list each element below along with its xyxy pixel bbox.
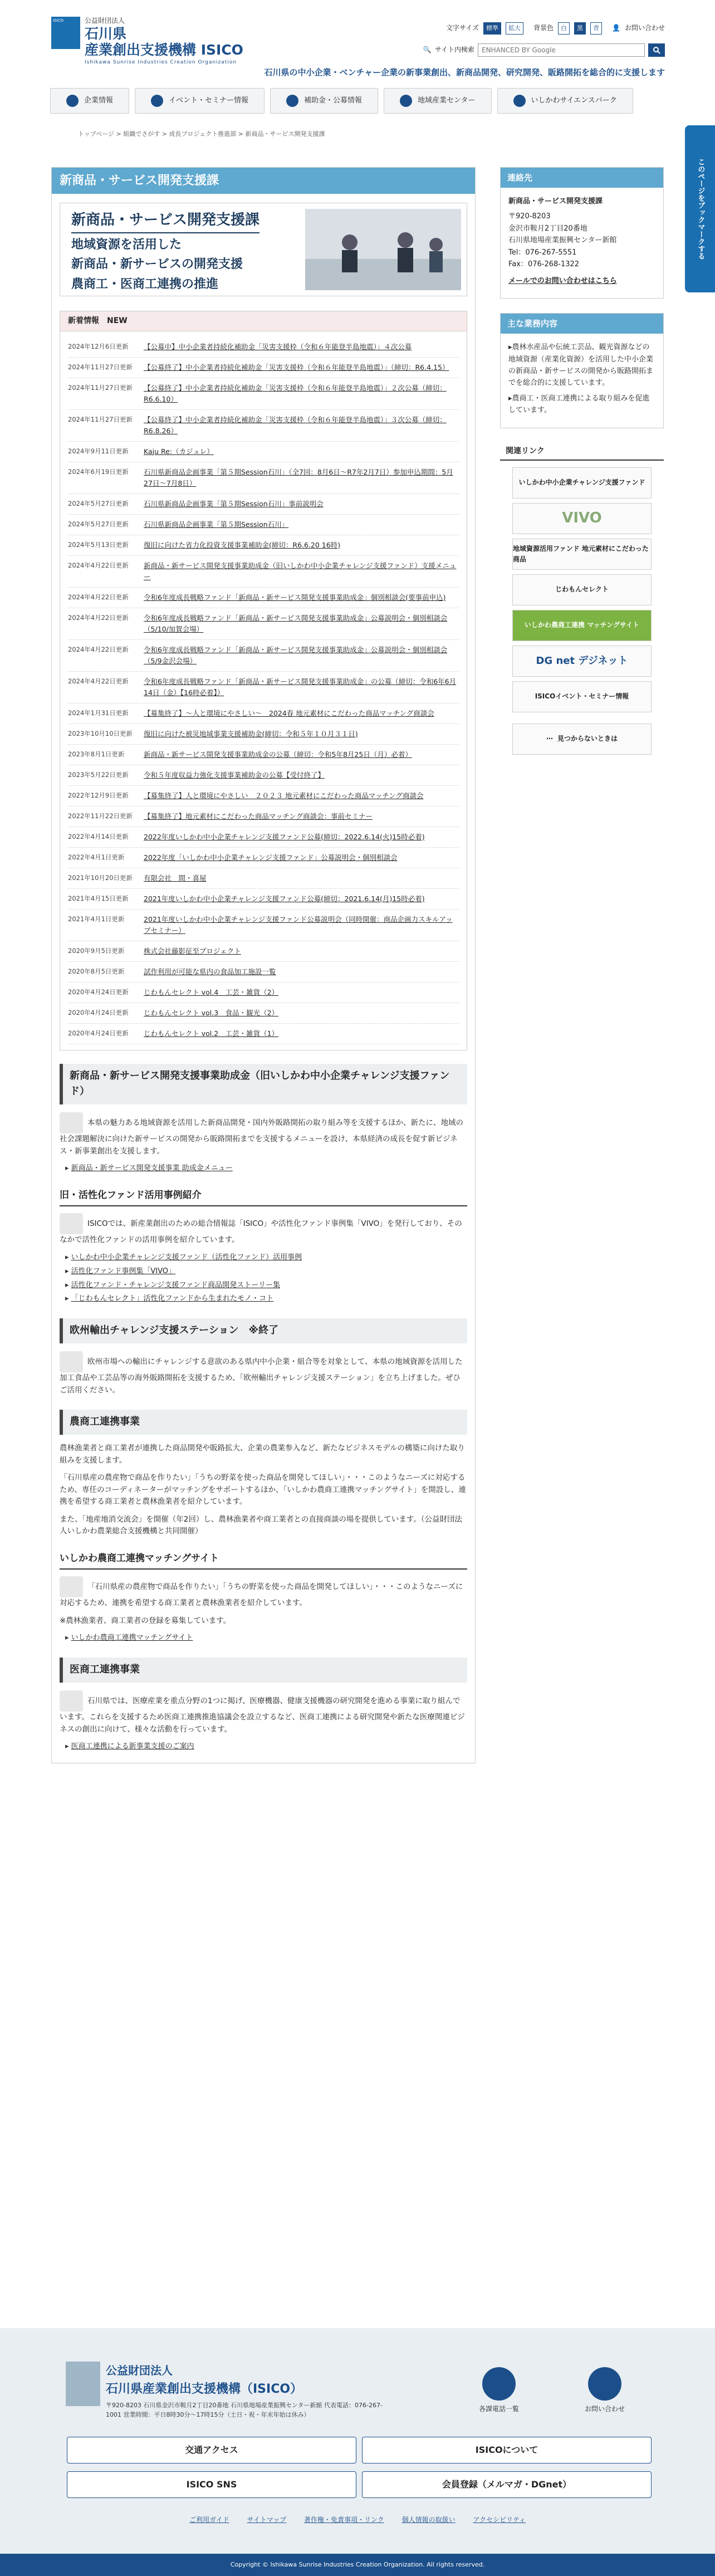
sidebar [500,167,664,769]
news-date: 2024年11月27日更新 [68,383,133,392]
banner-line-1: 地域資源を活用した [71,237,182,252]
tagline: 石川県の中小企業・ベンチャー企業の新事業創出、新商品開発、研究開発、販路開拓を総合的に支援します [264,67,665,77]
bg-blue-button[interactable]: 青 [590,22,602,35]
banner-vivo[interactable]: VIVO [512,503,652,534]
news-link[interactable]: 【公募終了】中小企業者持続化補助金「災害支援枠（令和６年能登半島地震）」（締切：R6.4.15） [144,363,449,372]
cases-text: ISICOでは、新産業創出のための総合情報誌「ISICO」や活性化ファンド事例集「VIVO」を発行しており、そのなかで活性化ファンドの活用事例を紹介しています。 [60,1219,462,1245]
work-item: ▸農商工・医商工連携による取り組みを促進しています。 [508,394,650,415]
news-row [68,724,459,745]
work-box [500,313,664,428]
news-link[interactable]: 【募集終了】地元素材にこだわった商品マッチング商談会：事前セミナー [144,812,373,820]
section-text-cases [60,1213,467,1247]
site-search [423,43,665,57]
breadcrumb-dept[interactable]: 成長プロジェクト推進部 [169,130,237,138]
news-date: 2023年10月10日更新 [68,729,133,737]
news-link[interactable]: 新商品・新サービス開発支援事業助成金（旧いしかわ中小企業チャレンジ支援ファンド）支援メニュー [144,561,457,581]
footer-link[interactable]: 個人情報の取扱い [401,2516,456,2524]
work-item: ▸農林水産品や伝統工芸品、観光資源などの地域資源（産業化資源）を活用した中小企業の新商品・新サービスの開発から販路開拓までを総合的に支援しています。 [508,343,654,388]
news-row [68,941,459,962]
section-heading-medical: 医商工連携事業 [60,1658,467,1683]
section-heading-eu: 欧州輸出チャレンジ支援ステーション ※終了 [60,1318,467,1343]
news-row [68,1024,459,1044]
contact-link[interactable]: お問い合わせ [624,24,665,32]
agri-text-1: 農林漁業者と商工業者が連携した商品開発や販路拡大、企業の農業参入など、新たなビジネスモデルの構築に向けた取り組みを支援します。 [60,1443,465,1465]
phone-list-label: 各課電話一覧 [479,2405,520,2413]
flask-icon [513,95,526,107]
section-text-eu [60,1351,467,1396]
news-link[interactable]: 新商品・新サービス開発支援事業助成金の公募（締切：令和5年8月25日（月）必着） [144,750,412,759]
banner-line-3: 農商工・医商工連携の推進 [71,277,219,292]
help-label: 見つからないときは [557,735,618,743]
news-icon [60,1213,83,1234]
contact-address: 金沢市鞍月2丁目20番地 [508,224,587,233]
news-row [68,983,459,1003]
news-date: 2024年5月13日更新 [68,540,129,549]
footer-link[interactable]: アクセシビリティ [473,2516,526,2524]
banner-line-2: 新商品・新サービスの開発支援 [71,257,243,272]
news-panel [60,311,467,1050]
footer-link[interactable]: 著作権・免責事項・リンク [304,2516,384,2524]
banner-challenge-fund[interactable]: いしかわ中小企業チャレンジ支援ファンド [512,467,652,498]
help-link[interactable] [512,724,652,755]
matching-note: ※農林漁業者、商工業者の登録を募集しています。 [60,1616,231,1625]
bg-color-label: 背景色 [533,24,554,32]
phone-icon [482,2367,516,2401]
page-title: 新商品・サービス開発支援課 [52,168,475,194]
person-icon: 👤 [612,24,620,32]
news-row [68,786,459,806]
banner-dgnet[interactable]: DG net デジネット [512,646,652,677]
news-row [68,1003,459,1024]
related-links-heading: 関連リンク [500,443,664,461]
footer-org-type: 公益財団法人 [106,2364,173,2377]
news-date: 2024年1月31日更新 [68,708,129,717]
related-links [500,443,664,755]
banner-isico-events[interactable]: ISICOイベント・セミナー情報 [512,681,652,712]
news-row [68,378,459,410]
medical-text: 石川県では、医療産業を重点分野の1つに掲げ、医療機器、健康支援機器の研究開発を進める事業に取り組んでいます。これらを支援するため医商工連携推進協議会を設立するなど、医商工連携による研究開発や新たな医療関連ビジネスの創出に向けて、様々な活動を行っています。 [60,1697,465,1734]
news-link[interactable]: 有限会社 間・喜屋 [144,873,207,882]
news-row [68,806,459,827]
news-row [68,588,459,608]
news-row [68,672,459,703]
news-date: 2024年4月22日更新 [68,677,129,685]
news-link[interactable]: 石川県新商品企画事業「第５期Session石川」（全7回：8月6日〜R7年2月7日）参加申込期間：5月27日〜7月8日） [144,467,453,487]
work-heading: 主な業務内容 [501,314,663,334]
isico-logo[interactable]: ISICO [51,17,80,49]
copyright: Copyright © Ishikawa Sunrise Industries Creation Organization. All rights reserved. [0,2554,715,2576]
font-large-button[interactable]: 拡大 [506,22,523,35]
nav-company[interactable] [50,88,129,114]
news-date: 2021年10月20日更新 [68,873,133,882]
handshake-icon [60,1576,83,1597]
handshake-icon [60,1351,83,1372]
news-link[interactable]: じわもんセレクト vol.3 食品・観光（2） [144,1008,279,1017]
news-date: 2022年4月1日更新 [68,853,125,861]
news-row [68,442,459,462]
contact-building: 石川県地場産業振興センター新館 [508,236,617,245]
section-text-matching [60,1576,467,1610]
news-date: 2024年12月6日更新 [68,342,129,350]
phone-list-link[interactable] [479,2367,519,2414]
bookmark-tab[interactable]: このページをブックマークする [685,125,715,292]
medical-link[interactable]: 医商工連携による新事業支援のご案内 [71,1742,194,1751]
news-link[interactable]: 令和6年度成長戦略ファンド「新商品・新サービス開発支援事業助成金」の公募（締切：令和6年6月14日（金）【16時必着】） [144,677,457,697]
font-size-label: 文字サイズ [445,24,479,32]
contact-dept: 新商品・サービス開発支援課 [508,197,603,206]
footer-link[interactable]: ご利用ガイド [189,2516,229,2524]
nav-label: 補助金・公募情報 [304,96,363,105]
contact-tel: Tel：076-267-5551 [508,248,577,257]
news-date: 2024年4月22日更新 [68,561,129,569]
site-logo-text[interactable] [85,16,243,66]
building-photo [66,2362,100,2406]
building-icon [66,95,79,107]
site-header [0,0,715,84]
subsidy-menu-link[interactable]: 新商品・新サービス開発支援事業 助成金メニュー [71,1164,233,1173]
news-link[interactable]: じわもんセレクト vol.4 工芸・雑貨（2） [144,988,279,996]
banner-jiwamon-select[interactable]: じわもんセレクト [512,574,652,605]
news-row [68,910,459,941]
mail-icon [588,2367,621,2401]
news-link[interactable]: 2021年度いしかわ中小企業チャレンジ支援ファンド公募説明会（同時開催：商品企画力スキルアップセミナー） [144,915,453,935]
search-input[interactable] [478,43,645,57]
nav-events[interactable] [135,88,265,114]
eu-text: 欧州市場への輸出にチャレンジする意欲のある県内中小企業・組合等を対象として、本県の地域資源を活用した加工食品や工芸品等の海外販路開拓を支援するため、「欧州輸出チャレンジ支援ステーション」を立ち上げました。ぜひご活用ください。 [60,1357,463,1395]
news-row [68,494,459,515]
news-row [68,848,459,868]
breadcrumb: トップページ > 組織でさがす > 成長プロジェクト推進部 > 新商品・サービス開発支援課 [78,130,325,138]
footer-address: 〒920-8203 石川県金沢市鞍月2丁目20番地 石川県地場産業振興センター新館 代表電話：076-267-1001 営業時間：平日8時30分〜17時15分（土日・祝・年末年始は休み） [106,2402,383,2418]
cases-link[interactable]: いしかわ中小企業チャレンジ支援ファンド（活性化ファンド）活用事例 [71,1253,302,1262]
news-date: 2024年4月22日更新 [68,613,129,622]
news-date: 2022年12月9日更新 [68,791,129,799]
news-date: 2022年4月14日更新 [68,832,129,840]
breadcrumb-home[interactable]: トップページ [78,130,115,138]
news-row [68,765,459,786]
news-link[interactable]: 試作利用が可能な県内の食品加工施設一覧 [144,967,276,976]
nav-label: 地域産業センター [418,96,476,105]
org-name-en: Ishikawa Sunrise Industries Creation Organization [85,59,237,65]
news-link[interactable]: じわもんセレクト vol.2 工芸・雑貨（1） [144,1029,279,1038]
news-link[interactable]: 【公募終了】中小企業者持続化補助金「災害支援枠（令和６年能登半島地震）」３次公募（締切：R6.8.26） [144,415,447,435]
nav-science-park[interactable] [497,88,633,114]
news-date: 2024年11月27日更新 [68,363,133,371]
news-row [68,889,459,910]
help-icon: ⋯ [546,735,553,743]
register-button[interactable]: 会員登録（メルマガ・DGnet） [362,2471,652,2498]
org-name-1: 石川県 [85,26,127,42]
news-date: 2024年4月22日更新 [68,593,129,601]
footer-org-name: 石川県産業創出支援機構（ISICO） [106,2382,303,2396]
news-date: 2024年4月22日更新 [68,645,129,653]
section-heading-cases: 旧・活性化ファンド活用事例紹介 [60,1188,467,1206]
handshake-icon [60,1690,83,1712]
calendar-icon [151,95,163,107]
contact-fax: Fax：076-268-1322 [508,260,580,269]
nav-regional-center[interactable] [384,88,491,114]
news-row [68,640,459,672]
matching-site-link[interactable]: いしかわ農商工連携マッチングサイト [71,1634,193,1643]
footer-links [0,2515,715,2525]
site-footer [0,2328,715,2576]
news-link[interactable]: 復旧に向けた被災地域事業支援補助金(締切：令和５年１０月３１日) [144,729,358,738]
news-row [68,410,459,442]
contact-box [500,167,664,299]
coin-icon [286,95,298,107]
news-date: 2020年4月24日更新 [68,1008,129,1016]
news-row [68,703,459,724]
section-text-medical [60,1690,467,1736]
news-link[interactable]: Kaju Re:（カジュレ） [144,447,214,456]
news-row [68,745,459,765]
map-icon [400,95,412,107]
section-text-subsidy [60,1112,467,1157]
footer-link[interactable]: サイトマップ [247,2516,287,2524]
sns-button[interactable]: ISICO SNS [67,2471,356,2498]
news-date: 2020年9月5日更新 [68,946,125,955]
subsidy-text: 本県の魅力ある地域資源を活用した新商品開発・国内外販路開拓の取り組み等を支援するほか、新たに、地域の社会課題解決に向けた新サービスの開発から販路開拓までを支援するメニューを設け、本県経済の成長を促す新ビジネス・新事業創出を支援します。 [60,1118,463,1156]
news-row [68,608,459,640]
news-date: 2024年11月27日更新 [68,415,133,423]
matching-links [60,1632,467,1644]
news-row [68,515,459,535]
footer-org [106,2362,384,2419]
contact-zip: 〒920-8203 [508,212,551,221]
cases-link[interactable]: 「じわもんセレクト」活性化ファンドから生まれたモノ・コト [71,1294,274,1303]
news-link[interactable]: 令和５年度収益力強化支援事業補助金の公募【受付終了】 [144,770,325,779]
search-label: サイト内検索 [434,46,474,54]
news-date: 2021年4月1日更新 [68,915,125,923]
cases-link[interactable]: 活性化ファンド事例集「VIVO」 [71,1267,176,1275]
subsidy-icon [60,1112,83,1133]
footer-contact-label: お問い合わせ [585,2405,625,2413]
about-button[interactable]: ISICOについて [362,2437,652,2463]
news-heading: 新着情報 NEW [60,311,467,331]
news-date: 2024年9月11日更新 [68,447,129,455]
contact-heading: 連絡先 [501,168,663,188]
section-heading-matching: いしかわ農商工連携マッチングサイト [60,1551,467,1570]
news-row [68,337,459,358]
news-date: 2023年5月22日更新 [68,770,129,779]
main-content [51,167,476,1763]
news-link[interactable]: 【募集終了】〜人と環境にやさしい〜 2024春 地元素材にこだわった商品マッチング商談会 [144,708,434,717]
news-row [68,962,459,983]
news-link[interactable]: 令和6年度成長戦略ファンド「新商品・新サービス開発支援事業助成金」公募説明会・個別相談会（5/9金沢会場） [144,645,448,665]
news-link[interactable]: 【公募終了】中小企業者持続化補助金「災害支援枠（令和６年能登半島地震）」２次公募（締切：R6.6.10） [144,383,447,403]
medical-links [60,1741,467,1753]
news-date: 2020年8月5日更新 [68,967,125,975]
section-heading-agri: 農商工連携事業 [60,1410,467,1435]
search-icon: 🔍 [423,46,432,54]
news-row [68,868,459,889]
news-link[interactable]: 2022年度「いしかわ中小企業チャレンジ支援ファンド」公募説明会・個別相談会 [144,853,398,862]
banner-title: 新商品・サービス開発支援課 [71,209,259,233]
news-link[interactable]: 石川県新商品企画事業「第５期Session石川」事前説明会 [144,499,324,508]
banner-local-materials[interactable]: 地域資源活用ファンド 地元素材にこだわった商品 [512,539,652,570]
section-heading-subsidy: 新商品・新サービス開発支援事業助成金（旧いしかわ中小企業チャレンジ支援ファンド） [60,1064,467,1105]
nav-label: イベント・セミナー情報 [169,96,249,105]
font-standard-button[interactable]: 標準 [483,22,501,35]
banner-matching-site[interactable]: いしかわ農商工連携 マッチングサイト [512,610,652,641]
news-row [68,556,459,588]
news-date: 2024年6月19日更新 [68,467,129,476]
news-date: 2024年5月27日更新 [68,499,129,507]
news-date: 2021年4月15日更新 [68,894,129,902]
footer-buttons [67,2437,652,2498]
news-row [68,358,459,378]
matching-text: 「石川県産の農産物で商品を作りたい」「うちの野菜を使った商品を開発してほしい」・・・このようなニーズに対応するため、連携を希望する商工業者と農林漁業者を紹介しています。 [60,1582,463,1608]
news-date: 2022年11月22日更新 [68,812,133,820]
search-submit-button[interactable] [648,43,665,57]
news-date: 2020年4月24日更新 [68,988,129,996]
news-link[interactable]: 【公募中】中小企業者持続化補助金「災害支援枠（令和６年能登半島地震）」４次公募 [144,342,412,351]
subsidy-links [60,1163,467,1175]
breadcrumb-org[interactable]: 組織でさがす [123,130,160,138]
news-link[interactable]: 株式会社藤影征至プロジェクト [144,946,241,955]
access-button[interactable]: 交通アクセス [67,2437,356,2463]
dept-banner [60,203,467,296]
news-link[interactable]: 【募集終了】人と環境にやさしい ２０２３ 地元素材にこだわった商品マッチング商談会 [144,791,424,800]
news-date: 2023年8月1日更新 [68,750,125,758]
cases-link[interactable]: 活性化ファンド・チャレンジ支援ファンド商品開発ストーリー集 [71,1280,281,1289]
footer-contact-link[interactable] [585,2367,625,2414]
news-link[interactable]: 令和6年度成長戦略ファンド「新商品・新サービス開発支援事業助成金」公募説明会・個別相談会（5/10/加賀会場） [144,613,448,633]
org-name-2: 産業創出支援機構 ISICO [85,41,243,58]
news-link[interactable]: 令和6年度成長戦略ファンド「新商品・新サービス開発支援事業助成金」個別相談会(要事前申込) [144,593,446,602]
cases-links [60,1252,467,1305]
news-link[interactable]: 石川県新商品企画事業「第５期Session石川」 [144,520,289,529]
nav-subsidy[interactable] [270,88,378,114]
org-type: 公益財団法人 [85,17,125,25]
news-row [68,535,459,556]
nav-label: 企業情報 [84,96,114,105]
agri-text-2: 「石川県産の農産物で商品を作りたい」「うちの野菜を使った商品を開発してほしい」・・・このようなニーズに対応するため、専任のコーディネーターがマッチングをサポートするほか、「いしかわ農商工連携マッチングサイト」を開設し、連携を希望する商工業者と農林漁業者を紹介しています。 [60,1473,466,1507]
news-list [60,331,467,1050]
news-date: 2020年4月24日更新 [68,1029,129,1037]
global-nav [50,88,633,114]
header-tools [446,22,665,35]
banner-photo [305,209,461,290]
agri-text-3: また、「地産地消交流会」を開催（年2回）し、農林漁業者や商工業者との直接商談の場を提供しています。（公益財団法人いしかわ農業総合支援機構と共同開催） [60,1514,463,1536]
news-date: 2024年5月27日更新 [68,520,129,528]
news-row [68,462,459,494]
news-link[interactable]: 復旧に向けた省力化投資支援事業補助金(締切：R6.6.20 16時) [144,540,341,549]
breadcrumb-current: 新商品・サービス開発支援課 [245,130,325,138]
news-link[interactable]: 2021年度いしかわ中小企業チャレンジ支援ファンド公募(締切：2021.6.14(月)15時必着) [144,894,425,903]
mail-contact-link[interactable]: メールでのお問い合わせはこちら [508,276,617,285]
bg-black-button[interactable]: 黒 [574,22,586,35]
news-link[interactable]: 2022年度いしかわ中小企業チャレンジ支援ファンド公募(締切：2022.6.14(火)15時必着) [144,832,425,841]
bg-white-button[interactable]: 白 [558,22,570,35]
nav-label: いしかわサイエンスパーク [531,96,617,105]
news-row [68,827,459,848]
